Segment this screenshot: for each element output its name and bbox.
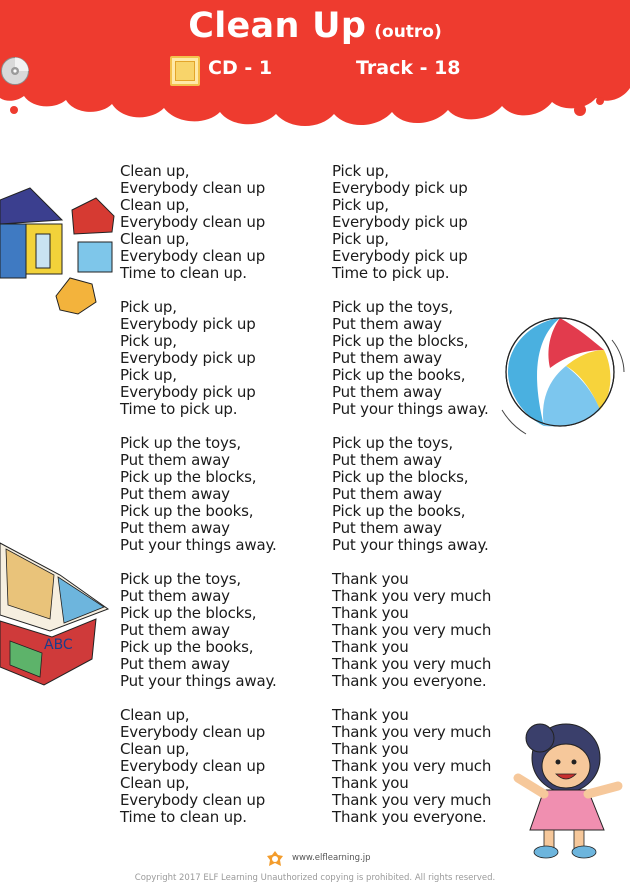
- stanza: [120, 299, 335, 418]
- lyric-line: Put them away: [332, 519, 442, 537]
- lyric-line: Everybody pick up: [120, 383, 256, 401]
- lyric-line: Everybody clean up: [120, 757, 266, 775]
- lyric-line: Time to pick up.: [120, 400, 238, 418]
- lyric-line: Thank you very much: [332, 791, 492, 809]
- lyric-line: Clean up,: [120, 740, 190, 758]
- lyric-line: Pick up the toys,: [120, 434, 241, 452]
- lyric-line: Put your things away.: [332, 536, 489, 554]
- track-number: Track - 18: [356, 57, 461, 79]
- lyric-line: Pick up the books,: [120, 638, 254, 656]
- lyric-line: Pick up the books,: [332, 502, 466, 520]
- lyric-line: Thank you: [332, 706, 409, 724]
- lyric-line: Pick up,: [332, 230, 389, 248]
- lyric-line: Thank you very much: [332, 621, 492, 639]
- subtitle-text: (outro): [374, 22, 442, 42]
- stanza: [332, 571, 547, 690]
- lyric-line: Everybody clean up: [120, 791, 266, 809]
- lyric-line: Pick up,: [332, 196, 389, 214]
- lyric-line: Put them away: [120, 587, 230, 605]
- footer-url: www.elflearning.jp: [292, 853, 371, 863]
- stanza: [120, 571, 335, 690]
- lyric-line: Thank you very much: [332, 587, 492, 605]
- footer-copyright: Copyright 2017 ELF Learning Unauthorized copying is prohibited. All rights reserved.: [134, 873, 496, 883]
- lyric-line: Everybody pick up: [120, 349, 256, 367]
- lyric-line: Thank you: [332, 638, 409, 656]
- lyric-line: Put them away: [332, 485, 442, 503]
- girl-doll-illustration: [500, 712, 630, 862]
- lyric-line: Pick up the blocks,: [120, 468, 257, 486]
- beach-ball-illustration: [500, 310, 630, 440]
- stanza: [120, 707, 335, 826]
- stanza: [332, 163, 547, 282]
- lyric-line: Put them away: [120, 485, 230, 503]
- lyric-line: Time to clean up.: [120, 808, 247, 826]
- cd-track-row: [0, 56, 630, 88]
- stanza: [120, 163, 335, 282]
- lyric-line: Thank you very much: [332, 757, 492, 775]
- book-cover-text: ABC: [44, 637, 73, 653]
- lyric-line: Pick up the books,: [120, 502, 254, 520]
- lyric-line: Thank you everyone.: [332, 672, 487, 690]
- lyric-line: Everybody clean up: [120, 213, 266, 231]
- stanza: [332, 435, 547, 554]
- elf-logo-icon: [265, 850, 285, 868]
- lyric-line: Thank you: [332, 604, 409, 622]
- lyric-line: Everybody pick up: [332, 247, 468, 265]
- lyric-line: Everybody clean up: [120, 723, 266, 741]
- lyric-line: Thank you: [332, 570, 409, 588]
- lyric-line: Clean up,: [120, 774, 190, 792]
- lyric-line: Put them away: [120, 519, 230, 537]
- lyric-line: Pick up the toys,: [332, 434, 453, 452]
- lyric-line: Everybody clean up: [120, 247, 266, 265]
- lyric-line: Put them away: [120, 621, 230, 639]
- lyric-line: Clean up,: [120, 706, 190, 724]
- disc-icon: [0, 56, 30, 86]
- lyric-line: Time to clean up.: [120, 264, 247, 282]
- lyric-line: Put your things away.: [332, 400, 489, 418]
- lyric-line: Pick up the books,: [332, 366, 466, 384]
- lyric-line: Thank you very much: [332, 655, 492, 673]
- lyric-line: Clean up,: [120, 230, 190, 248]
- lyric-line: Put your things away.: [120, 536, 277, 554]
- lyric-line: Clean up,: [120, 162, 190, 180]
- song-title: [0, 6, 630, 46]
- title-text: Clean Up: [188, 6, 367, 46]
- lyric-line: Put them away: [120, 655, 230, 673]
- lyric-line: Put them away: [120, 451, 230, 469]
- lyric-line: Thank you very much: [332, 723, 492, 741]
- cd-number: CD - 1: [208, 57, 273, 79]
- lyric-line: Pick up the blocks,: [120, 604, 257, 622]
- lyric-line: Pick up,: [120, 332, 177, 350]
- lyric-line: Everybody pick up: [332, 213, 468, 231]
- header-banner: [0, 0, 630, 135]
- cd-cover-icon: [170, 56, 200, 86]
- lyric-line: Put them away: [332, 383, 442, 401]
- lyric-line: Pick up,: [120, 366, 177, 384]
- lyric-line: Clean up,: [120, 196, 190, 214]
- lyric-line: Everybody pick up: [120, 315, 256, 333]
- lyric-line: Thank you: [332, 740, 409, 758]
- toy-blocks-illustration: [0, 180, 120, 320]
- lyric-line: Pick up,: [120, 298, 177, 316]
- lyric-line: Everybody pick up: [332, 179, 468, 197]
- lyric-line: Thank you everyone.: [332, 808, 487, 826]
- lyric-line: Pick up the blocks,: [332, 332, 469, 350]
- lyric-line: Everybody clean up: [120, 179, 266, 197]
- lyrics-column-left: [120, 163, 335, 843]
- lyric-line: Put them away: [332, 451, 442, 469]
- lyric-line: Put them away: [332, 315, 442, 333]
- lyric-line: Pick up the toys,: [120, 570, 241, 588]
- lyric-line: Thank you: [332, 774, 409, 792]
- lyric-line: Time to pick up.: [332, 264, 450, 282]
- lyric-line: Put your things away.: [120, 672, 277, 690]
- lyric-line: Put them away: [332, 349, 442, 367]
- lyric-line: Pick up the toys,: [332, 298, 453, 316]
- lyric-line: Pick up,: [332, 162, 389, 180]
- lyric-line: Pick up the blocks,: [332, 468, 469, 486]
- picture-books-illustration: [0, 535, 112, 695]
- stanza: [120, 435, 335, 554]
